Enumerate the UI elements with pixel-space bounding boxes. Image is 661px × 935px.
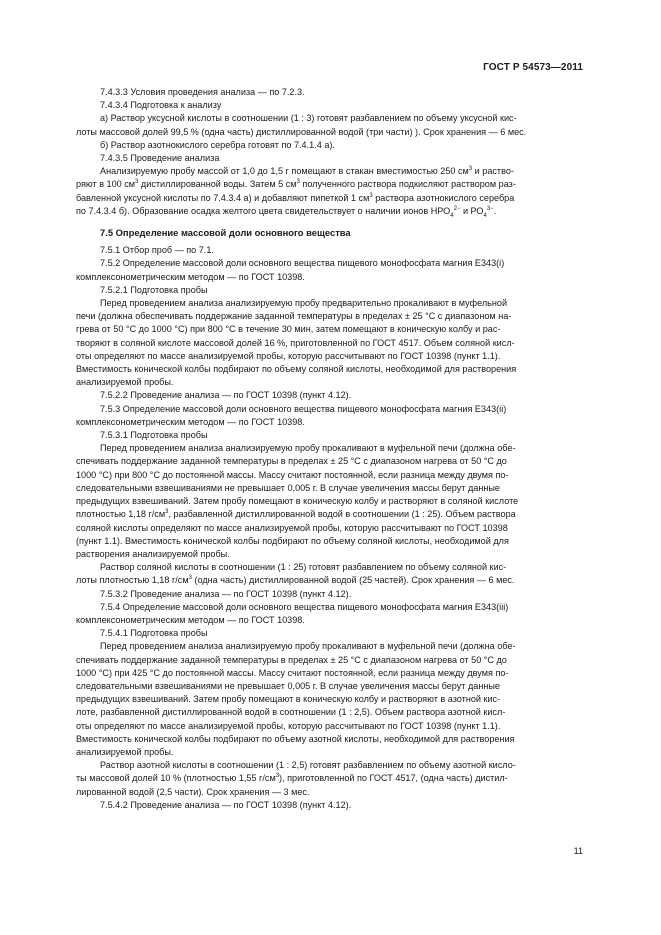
text-line: анализируемой пробы. [76,746,174,757]
text-line: 1000 °С) при 425 °С до постоянной массы. Массу считают постоянной, если разница между двумя по- [76,667,509,678]
text-line: 7.5.3.2 Проведение анализа — по ГОСТ 10398 (пункт 4.12). [100,588,352,599]
text-line: б) Раствор азотнокислого серебра готовят по 7.4.1.4 а). [100,139,335,150]
text-line: 7.5.3.1 Подготовка пробы [100,430,208,441]
text-line: творяют в соляной кислоте массовой долей 16 %, приготовленной по ГОСТ 4517. Объем соляной кисл- [76,337,515,348]
text-line: бавленной уксусной кислоты по 7.4.3.4 а) и добавляют пипеткой 1 $см^3$ раствора азотнокислого серебра [76,192,515,203]
text-line: Вместимость конической колбы подбирают по объему азотной кислоты, необходимой для растворения [76,733,515,744]
text-line: 7.5.2.2 Проведение анализа — по ГОСТ 10398 (пункт 4.12). [100,390,352,401]
text-line: лоты массовой долей 99,5 % (одна часть) дистиллированной водой (три части) ). Срок хранения — 6 мес. [76,126,527,137]
text-line: Перед проведением анализа анализируемую пробу предварительно прокаливают в муфельной [100,298,508,309]
text-line: комплексонометрическим методом — по ГОСТ 10398. [76,416,305,427]
text-line: комплексонометрическим методом — по ГОСТ 10398. [76,271,305,282]
text-line: 1000 °С) при 800 °С до постоянной массы. Массу считают постоянной, если разница между двумя по- [76,469,509,480]
page-number: 11 [573,846,583,856]
text-line: лированной водой (2,5 части). Срок хранения — 3 мес. [76,786,310,797]
text-line: следовательными взвешиваниями не превышает 0,005 г. В случае увеличения массы берут данные [76,680,500,691]
text-line: а) Раствор уксусной кислоты в соотношении (1 : 3) готовят разбавлением по объему уксусной кис- [100,113,517,124]
text-line: 7.5.4.1 Подготовка пробы [100,628,208,639]
text-line: плотностью 1,18 $г/см^3$, разбавленной дистиллированной водой в соотношении (1 : 25). Объем раствора [76,509,516,520]
text-line: следовательными взвешиваниями не превышает 0,005 г. В случае увеличения массы берут данные [76,482,500,493]
text-line: предыдущих взвешиваний. Затем пробу помещают в коническую колбу и растворяют в соляной кислоте [76,496,519,507]
text-line: 7.4.3.3 Условия проведения анализа — по 7.2.3. [100,87,305,97]
text-line: 7.5.1 Отбор проб — по 7.1. [100,245,214,256]
text-line: оты определяют по массе анализируемой пробы, которую рассчитывают по ГОСТ 10398 (пункт 1.1). [76,350,501,361]
text-line: Анализируемую пробу массой от 1,0 до 1,5 г помещают в стакан вместимостью 250 $см^3$ и раство- [100,166,514,177]
text-line: лоты плотностью 1,18 $г/см^3$ (одна часть) дистиллированной водой (25 частей). Срок хранения — 6 мес. [76,575,515,586]
text-line: растворения анализируемой пробы. [76,548,230,559]
text-line: Перед проведением анализа анализируемую пробу прокаливают в муфельной печи (должна обе- [100,443,516,454]
section-title: 7.5 Определение массовой доли основного вещества [100,227,351,239]
text-line: по 7.4.3.4 б). Образование осадка желтого цвета свидетельствует о наличии ионов $НРО_4^{2-}$ и $РО_4^{3-}$. [76,205,497,219]
text-line: 7.5.4 Определение массовой доли основного вещества пищевого монофосфата магния Е343(iii) [100,601,509,612]
text-line: грева от 50 °С до 1000 °С) при 800 °С в течение 30 мин, затем помещают в коническую колбу и рас- [76,324,501,335]
text-line: Раствор азотной кислоты в соотношении (1 : 2,5) готовят разбавлением по объему азотной кисло- [100,760,516,771]
document-code-header: ГОСТ Р 54573—2011 [483,62,583,73]
text-line: 7.5.2 Определение массовой доли основного вещества пищевого монофосфата магния Е343(i) [100,258,505,269]
text-line: комплексонометрическим методом — по ГОСТ 10398. [76,614,305,625]
document-body [76,86,585,812]
text-line: Вместимость конической колбы подбирают по объему соляной кислоты, необходимой для растворения [76,364,517,375]
text-line: анализируемой пробы. [76,377,174,388]
text-line: оты определяют по массе анализируемой пробы, которую рассчитывают по ГОСТ 10398 (пункт 1.1). [76,720,501,731]
text-line: спечивать поддержание заданной температуры в пределах ± 25 °С с диапазоном нагрева от 50 °С до [76,456,507,467]
text-line: Раствор соляной кислоты в соотношении (1 : 25) готовят разбавлением по объему соляной кис- [100,562,507,573]
text-line: (пункт 1.1). Вместимость конической колбы подбирают по объему соляной кислоты, необходимой для [76,535,509,546]
text-line: 7.5.3 Определение массовой доли основного вещества пищевого монофосфата магния Е343(ii) [100,403,507,414]
text-line: 7.4.3.5 Проведение анализа [100,153,220,164]
text-line: ты массовой долей 10 % (плотностью 1,55 $г/см^3$), приготовленной по ГОСТ 4517, (одна часть) дистил- [76,773,508,784]
text-line: спечивать поддержание заданной температуры в пределах ± 25 °С с диапазоном нагрева от 50 °С до [76,654,507,665]
text-line: соляной кислоты определяют по массе анализируемой пробы, которую рассчитывают по ГОСТ 10398 [76,522,508,533]
text-line: 7.5.4.2 Проведение анализа — по ГОСТ 10398 (пункт 4.12). [100,799,352,810]
text-line: лоте, разбавленной дистиллированной водой в соотношении (1 : 2,5). Объем раствора азотной кисл- [76,707,506,718]
text-line: Перед проведением анализа анализируемую пробу прокаливают в муфельной печи (должна обе- [100,641,516,652]
text-line: 7.5.2.1 Подготовка пробы [100,284,208,295]
text-line: предыдущих взвешиваний. Затем пробу помещают в коническую колбу и растворяют в азотной кис- [76,694,501,705]
text-line: печи (должна обеспечивать поддержание заданной температуры в пределах ± 25 °С с диапазоном на- [76,311,512,322]
text-line: 7.4.3.4 Подготовка к анализу [100,100,222,111]
text-line: ряют в 100 $см^3$ дистиллированной воды. Затем 5 $см^3$ полученного раствора подкисляют раствором раз- [76,179,516,190]
